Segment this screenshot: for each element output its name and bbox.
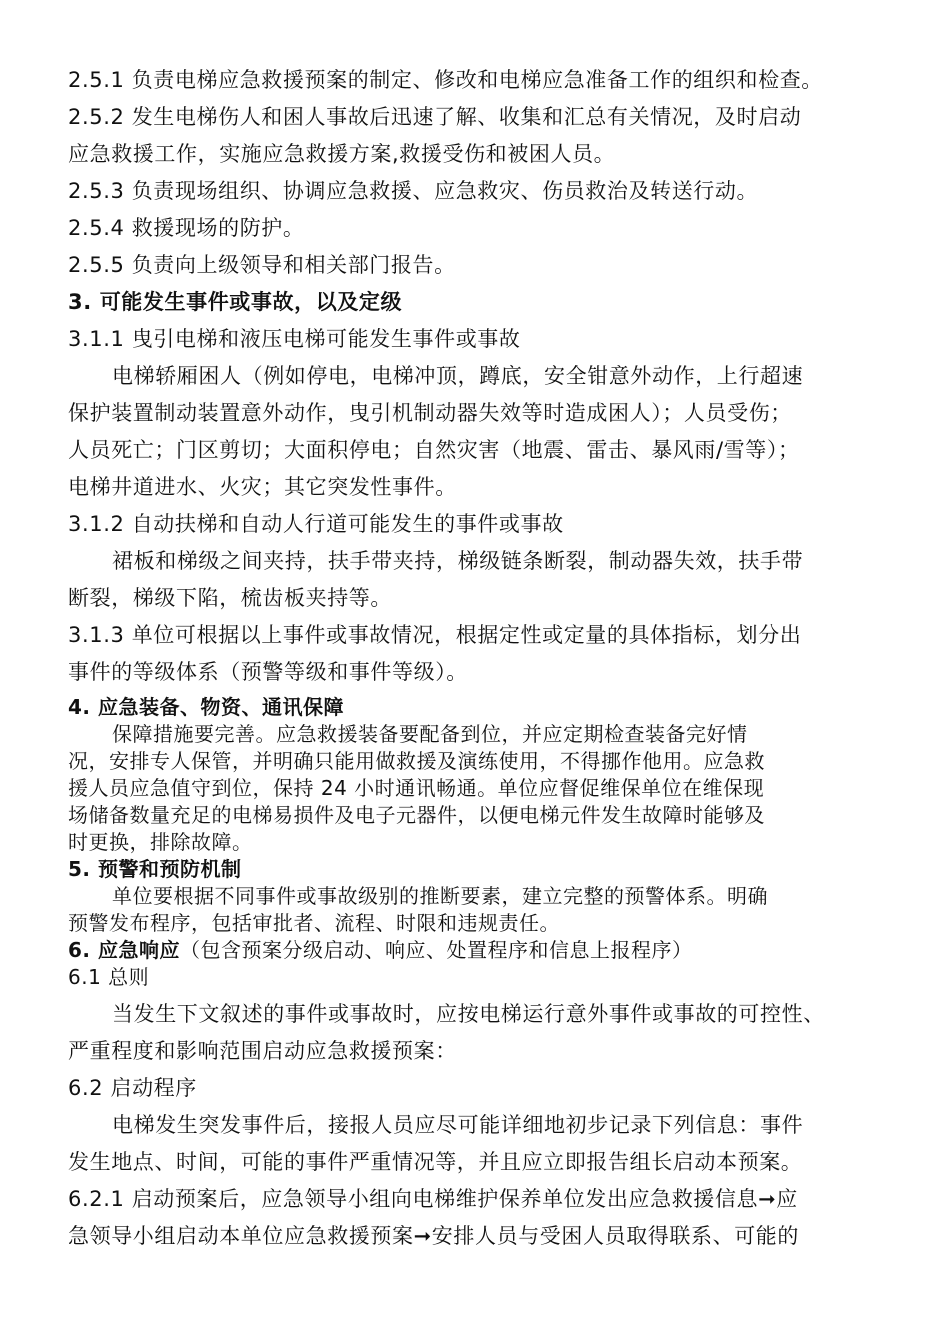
text-line: 电梯井道进水、火灾；其它突发性事件。 (68, 475, 457, 499)
text-line: 保障措施要完善。应急救援装备要配备到位，并应定期检查装备完好情 (112, 722, 748, 746)
text-line: 断裂，梯级下陷，梳齿板夹持等。 (68, 586, 392, 610)
text-line: 人员死亡；门区剪切；大面积停电；自然灾害（地震、雷击、暴风雨/雪等）； (68, 438, 800, 462)
text-line: 2.5.3 负责现场组织、协调应急救援、应急救灾、伤员救治及转送行动。 (68, 179, 759, 203)
section-heading-6-title: 6. 应急响应 (68, 938, 180, 962)
text-line: 当发生下文叙述的事件或事故时，应按电梯运行意外事件或事故的可控性、 (112, 1002, 825, 1026)
text-line: 3.1.2 自动扶梯和自动人行道可能发生的事件或事故 (68, 512, 564, 536)
text-line: 电梯发生突发事件后，接报人员应尽可能详细地初步记录下列信息：事件 (112, 1113, 804, 1137)
section-heading-3: 3. 可能发生事件或事故，以及定级 (68, 290, 403, 314)
text-line: 预警发布程序，包括审批者、流程、时限和违规责任。 (68, 911, 560, 935)
section-heading-4: 4. 应急装备、物资、通讯保障 (68, 695, 344, 719)
text-line: 6.1 总则 (68, 965, 150, 989)
text-line: 发生地点、时间，可能的事件严重情况等，并且应立即报告组长启动本预案。 (68, 1150, 803, 1174)
section-heading-6-note: （包含预案分级启动、响应、处置程序和信息上报程序） (179, 938, 693, 962)
text-line: 援人员应急值守到位，保持 24 小时通讯畅通。单位应督促维保单位在维保现 (68, 776, 765, 800)
section-heading-5: 5. 预警和预防机制 (68, 857, 242, 881)
text-line: 裙板和梯级之间夹持，扶手带夹持，梯级链条断裂，制动器失效，扶手带 (112, 549, 804, 573)
text-line: 电梯轿厢困人（例如停电，电梯冲顶，蹲底，安全钳意外动作，上行超速 (112, 364, 804, 388)
text-line: 6.2 启动程序 (68, 1076, 197, 1100)
text-line: 应急救援工作，实施应急救援方案,救援受伤和被困人员。 (68, 142, 616, 166)
text-line: 事件的等级体系（预警等级和事件等级）。 (68, 660, 468, 684)
text-line: 况，安排专人保管，并明确只能用做救援及演练使用，不得挪作他用。应急救 (68, 749, 765, 773)
section-heading-6 (68, 937, 898, 964)
text-line: 场储备数量充足的电梯易损件及电子元器件，以便电梯元件发生故障时能够及 (68, 803, 765, 827)
text-line: 时更换，排除故障。 (68, 830, 253, 854)
text-line: 6.2.1 启动预案后，应急领导小组向电梯维护保养单位发出应急救援信息➞应 (68, 1187, 798, 1211)
text-line: 2.5.5 负责向上级领导和相关部门报告。 (68, 253, 456, 277)
text-line: 3.1.3 单位可根据以上事件或事故情况，根据定性或定量的具体指标，划分出 (68, 623, 802, 647)
text-line: 严重程度和影响范围启动应急救援预案： (68, 1039, 457, 1063)
text-line: 3.1.1 曳引电梯和液压电梯可能发生事件或事故 (68, 327, 521, 351)
text-line: 单位要根据不同事件或事故级别的推断要素，建立完整的预警体系。明确 (112, 884, 768, 908)
text-line: 2.5.4 救援现场的防护。 (68, 216, 305, 240)
text-line: 保护装置制动装置意外动作，曳引机制动器失效等时造成困人）；人员受伤； (68, 401, 792, 425)
document-page (68, 62, 898, 1255)
text-line: 2.5.2 发生电梯伤人和困人事故后迅速了解、收集和汇总有关情况，及时启动 (68, 105, 802, 129)
text-line: 2.5.1 负责电梯应急救援预案的制定、修改和电梯应急准备工作的组织和检查。 (68, 68, 823, 92)
text-line: 急领导小组启动本单位应急救援预案➞安排人员与受困人员取得联系、可能的 (68, 1224, 799, 1248)
